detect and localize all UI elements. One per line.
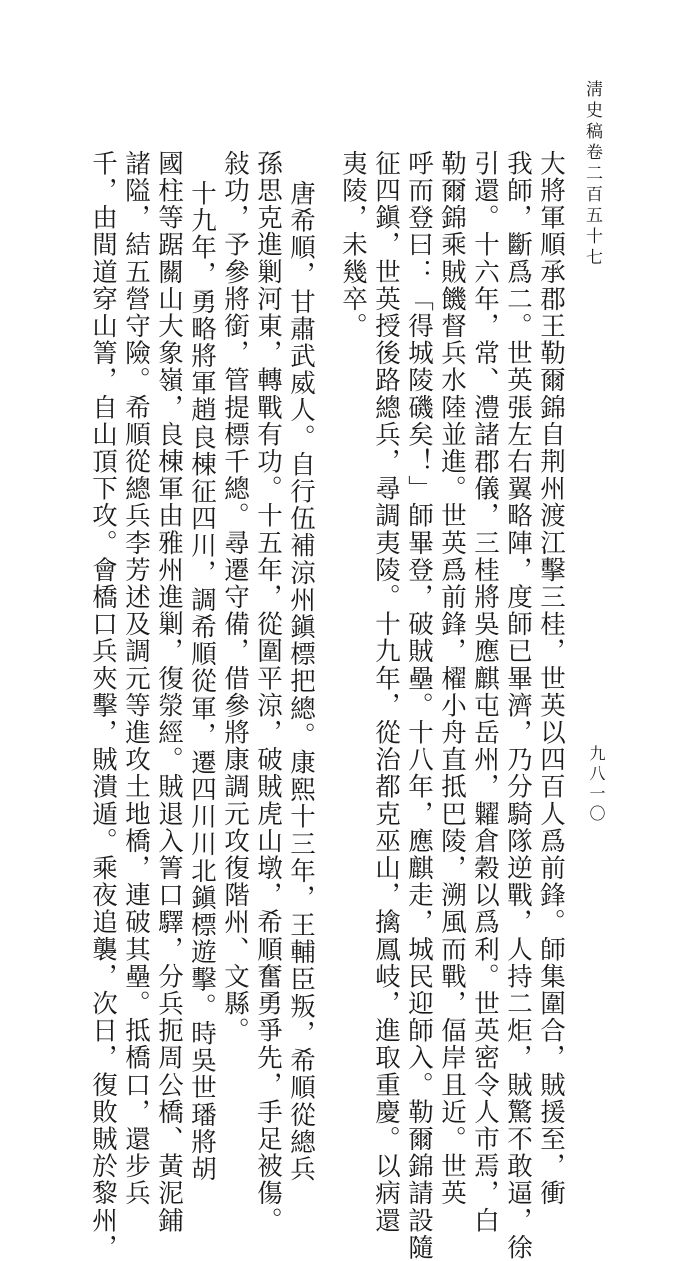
header-title: 淸史稿卷二百五十七 [582, 80, 602, 269]
text-column-3: 引還。十六年，常、澧諸郡儀，三桂將吳應麒屯岳州，糶倉穀以爲利。世英密令人市焉，白 [470, 150, 500, 1234]
text-column-13: 諸隘，結五營守險。希順從總兵李芳述及調元等進攻土地橋，連破其壘。抵橋口，還步兵 [121, 150, 151, 1207]
text-column-2: 我師，斷爲二。世英張左右翼略陣，度師已畢濟，乃分騎隊逆戰，人持二炬，賊驚不敢逼，徐 [503, 150, 533, 1261]
page-number: 九八一〇 [587, 745, 606, 825]
text-column-9: 孫思克進剿河東，轉戰有功。十五年，從圍平涼，破賊虎山墩，希順奮勇爭先，手足被傷。 [253, 150, 283, 1234]
text-column-11: 十九年，勇略將軍趙良棟征四川，調希順從軍，遷四川川北鎭標遊擊。時吳世璠將胡 [187, 180, 217, 1183]
text-column-8: 唐希順，甘肅武威人。自行伍補涼州鎭標把總。康熙十三年，王輔臣叛，希順從總兵 [286, 180, 316, 1183]
text-column-12: 國柱等踞關山大象嶺，良棟軍由雅州進剿，復滎經。賊退入箐口驛，分兵扼周公橋、黃泥鋪 [154, 150, 184, 1234]
text-column-5: 呼而登曰：「得城陵磯矣！」師畢登，破賊壘。十八年，應麒走，城民迎師入。勒爾錦請設隨 [404, 150, 434, 1261]
text-column-6: 征四鎭，世英授後路總兵，尋調夷陵。十九年，從治都克巫山，擒鳳岐，進取重慶。以病還 [371, 150, 401, 1234]
text-column-14: 千，由間道穿山箐，自山頂下攻。會橋口兵夾擊，賊潰遁。乘夜追襲，次日，復敗賊於黎州， [88, 150, 118, 1261]
text-column-4: 勒爾錦乘賊饑督兵水陸並進。世英爲前鋒，櫂小舟直抵巴陵，溯風而戰，偪岸且近。世英 [437, 150, 467, 1207]
text-column-7: 夷陵，未幾卒。 [338, 150, 368, 340]
text-column-1: 大將軍順承郡王勒爾錦自荆州渡江擊三桂，世英以四百人爲前鋒。師集圍合，賊援至，衝 [536, 150, 566, 1207]
text-column-10: 敍功，予參將銜，管提標千總。尋遷守備，借參將康調元攻復階州、文縣。 [220, 150, 250, 1045]
